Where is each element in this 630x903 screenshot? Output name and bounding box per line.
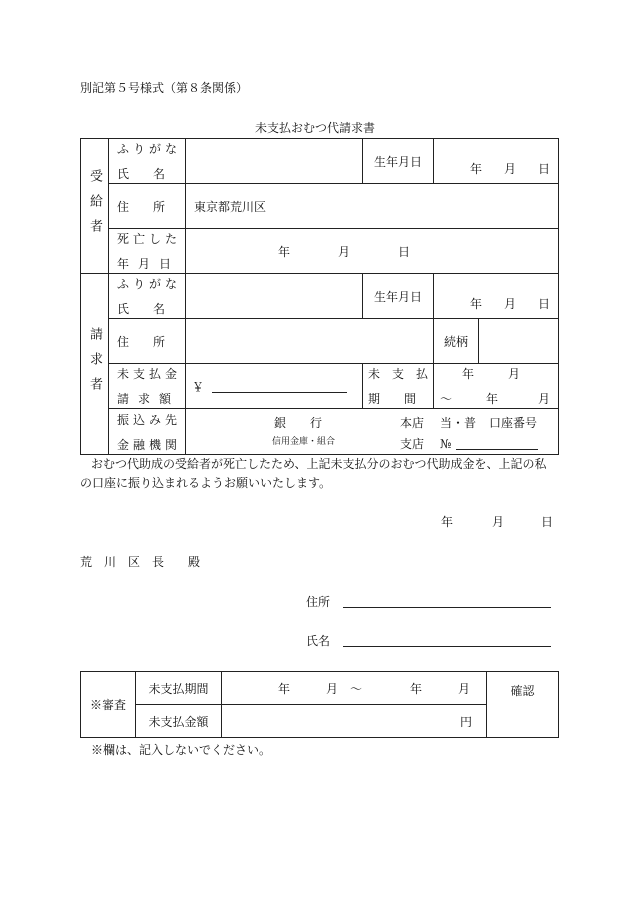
month-label: 月 xyxy=(508,367,521,381)
application-table xyxy=(80,138,559,455)
bank-input[interactable] xyxy=(186,409,559,455)
year-label: 年 xyxy=(462,367,475,381)
day-label: 日 xyxy=(538,162,551,176)
recipient-furigana-label: ふりがな xyxy=(117,142,182,156)
recipient-name-input[interactable] xyxy=(186,139,363,184)
death-date-input[interactable] xyxy=(186,229,559,274)
unpaid-amount-label-1: 未支払金 xyxy=(117,367,182,381)
unpaid-period-input[interactable] xyxy=(434,364,559,409)
bank-label-1: 振込み先 xyxy=(117,412,182,427)
confirm-label: 確認 xyxy=(510,684,535,698)
review-period-input[interactable] xyxy=(222,672,487,705)
day-label: 日 xyxy=(398,244,411,259)
form-title: 未支払おむつ代請求書 xyxy=(254,121,375,135)
bank-label-2: 金融機関 xyxy=(117,437,182,452)
claimant-furigana-label: ふりがな xyxy=(117,277,182,291)
unpaid-period-label-2: 期 間 xyxy=(368,392,417,406)
date-day: 日 xyxy=(541,515,554,529)
recipient-section-label xyxy=(81,139,109,274)
yen-sign: ￥ xyxy=(192,379,205,394)
recipient-name-label: 氏 名 xyxy=(117,167,166,181)
request-text-line-2: の口座に振り込まれるようお願いいたします。 xyxy=(80,476,332,490)
bank-label: 銀 行 xyxy=(274,416,323,430)
signature-name-label: 氏名 xyxy=(306,634,331,648)
recipient-address-value: 東京都荒川区 xyxy=(194,199,267,214)
account-number-input[interactable] xyxy=(456,449,538,450)
year-label: 年 xyxy=(486,392,499,406)
review-amount-input[interactable] xyxy=(222,705,487,738)
month-label: 月 xyxy=(326,681,339,696)
recipient-address-input[interactable] xyxy=(186,184,559,229)
unpaid-amount-input[interactable] xyxy=(186,364,363,409)
day-label: 日 xyxy=(538,297,551,311)
recipient-address-label: 住 所 xyxy=(109,184,186,229)
addressee: 荒 川 区 長 殿 xyxy=(80,555,201,569)
relationship-input[interactable] xyxy=(479,319,559,364)
year-label: 年 xyxy=(278,244,291,259)
request-text-line-1: おむつ代助成の受給者が死亡したため、上記未支払分のおむつ代助成金を、上記の私 xyxy=(91,457,547,471)
review-note: ※欄は、記入しないでください。 xyxy=(91,743,272,757)
claimant-section-label xyxy=(81,274,109,455)
review-amount-label: 未支払金額 xyxy=(136,705,222,738)
month-label: 月 xyxy=(338,244,351,259)
year-label: 年 xyxy=(278,681,291,696)
year-label: 年 xyxy=(410,681,423,696)
account-type-label: 当・普 xyxy=(440,416,477,430)
tilde: ～ xyxy=(350,681,363,696)
amount-underline xyxy=(212,392,347,393)
signature-address-input[interactable] xyxy=(343,607,551,608)
claimant-name-input[interactable] xyxy=(186,274,363,319)
recipient-birthdate-input[interactable] xyxy=(434,139,559,184)
tilde: ～ xyxy=(440,392,453,406)
unpaid-amount-label-2: 請求額 xyxy=(117,392,181,406)
bank-types-label: 信用金庫・組合 xyxy=(272,437,336,447)
review-period-label: 未支払期間 xyxy=(136,672,222,705)
claimant-name-label: 氏 名 xyxy=(117,302,166,316)
relationship-label: 続柄 xyxy=(434,319,479,364)
yen-unit: 円 xyxy=(459,714,472,729)
month-label: 月 xyxy=(503,162,516,176)
month-label: 月 xyxy=(458,681,471,696)
confirm-cell[interactable] xyxy=(487,672,559,738)
claimant-address-input[interactable] xyxy=(186,319,434,364)
month-label: 月 xyxy=(538,392,551,406)
unpaid-period-label-1: 未 支 払 xyxy=(368,367,429,381)
death-date-label-1: 死亡した xyxy=(117,232,182,246)
year-label: 年 xyxy=(469,297,482,311)
recipient-birthdate-label: 生年月日 xyxy=(363,139,434,184)
death-date-label-2: 年月日 xyxy=(117,257,181,271)
review-label: ※審査 xyxy=(81,672,136,738)
recipient-label: 受給者 xyxy=(87,168,102,244)
signature-address-label: 住所 xyxy=(306,595,331,609)
account-number-label: 口座番号 xyxy=(489,416,538,430)
year-label: 年 xyxy=(469,162,482,176)
date-year: 年 xyxy=(441,515,454,529)
claimant-address-label: 住 所 xyxy=(109,319,186,364)
date-month: 月 xyxy=(492,515,505,529)
branch-label: 支店 xyxy=(400,437,425,451)
review-table xyxy=(80,671,559,738)
claimant-birthdate-input[interactable] xyxy=(434,274,559,319)
month-label: 月 xyxy=(503,297,516,311)
head-office-label: 本店 xyxy=(400,416,425,430)
signature-name-input[interactable] xyxy=(343,646,551,647)
form-number: 別記第５号様式（第８条関係） xyxy=(80,81,249,95)
claimant-birthdate-label: 生年月日 xyxy=(363,274,434,319)
claimant-label: 請求者 xyxy=(87,326,102,402)
number-mark: № xyxy=(440,437,452,451)
